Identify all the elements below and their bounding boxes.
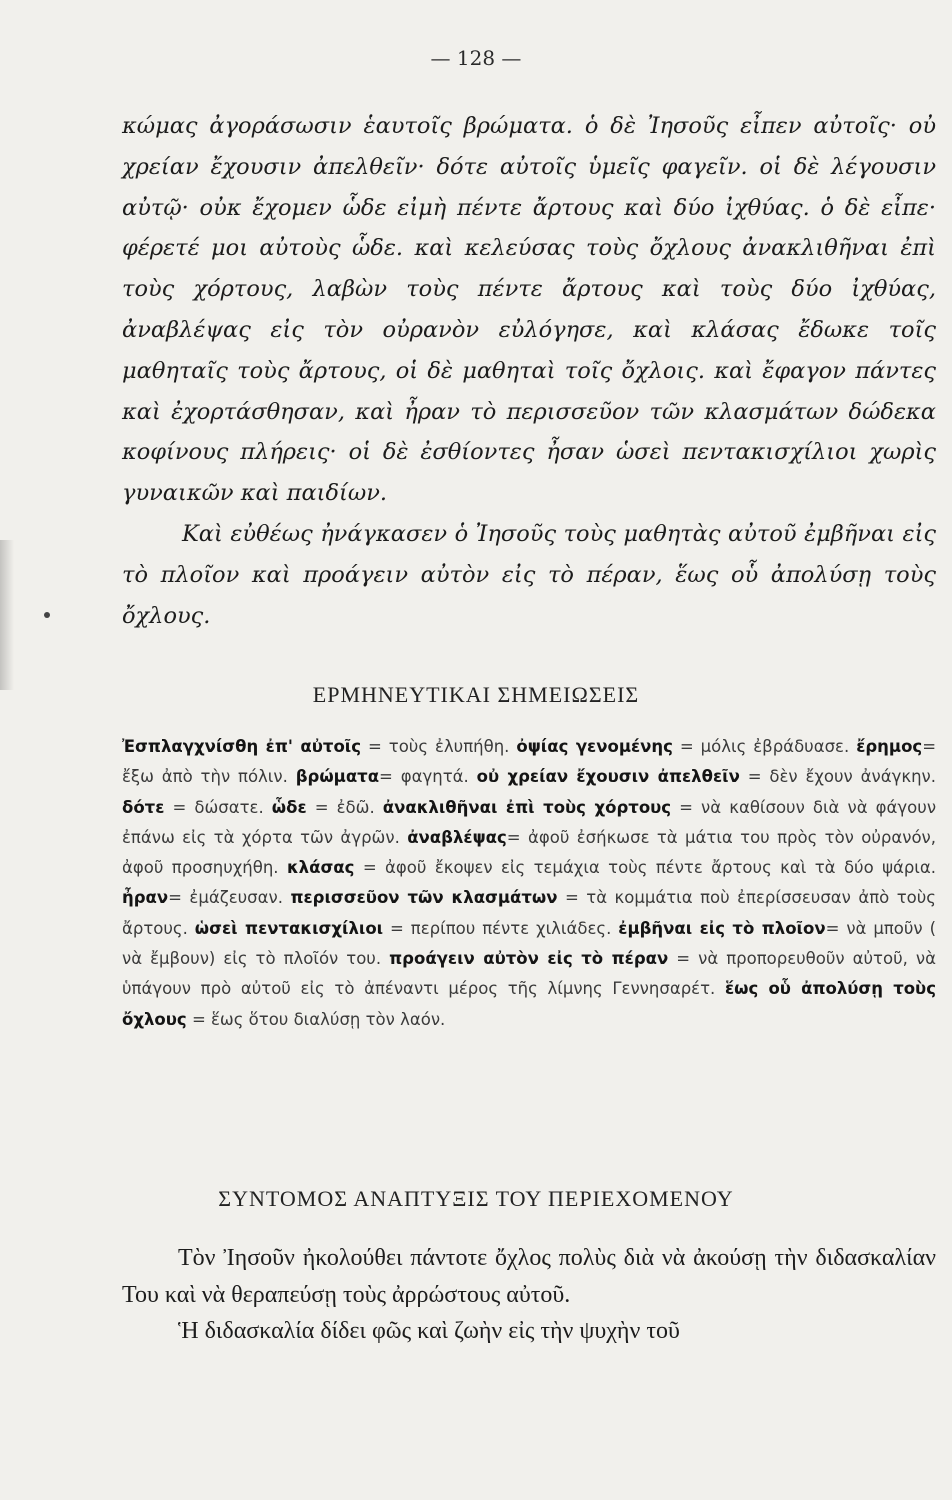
note-gloss: = μόλις ἐβράδυασε.	[679, 737, 850, 756]
scripture-paragraph: Καὶ εὐθέως ἠνάγκασεν ὁ Ἰησοῦς τοὺς μαθητὰς αὐτοῦ ἐμβῆναι εἰς τὸ πλοῖον καὶ προάγειν αὐτὸν εἰς τὸ πέραν, ἕως οὗ ἀπολύσῃ τοὺς ὄχλους.	[122, 520, 936, 629]
note-gloss: = ἔξω ἀπὸ τὴν πόλιν.	[122, 737, 937, 787]
scripture-text	[122, 106, 936, 636]
note-term: ὀψίας γενομένης	[516, 737, 673, 756]
note-term: οὐ χρείαν ἔχουσιν ἀπελθεῖν	[476, 767, 740, 787]
note-term: κλάσας	[286, 858, 355, 878]
page-edge-shadow	[0, 540, 14, 690]
note-term: ὡσεὶ πεντακισχίλιοι	[194, 918, 384, 938]
content-summary	[122, 1240, 936, 1350]
margin-dot-mark	[44, 612, 50, 618]
note-term: ὧδε	[271, 797, 307, 817]
page-number: — 128 —	[430, 46, 522, 70]
note-gloss: = φαγητά.	[379, 767, 469, 787]
note-gloss: = ἀφοῦ ἔκοψεν εἰς τεμάχια τοὺς πέντε ἄρτους καὶ τὰ δύο ψάρια.	[362, 858, 937, 878]
summary-heading: ΣΥΝΤΟΜΟΣ ΑΝΑΠΤΥΞΙΣ ΤΟΥ ΠΕΡΙΕΧΟΜΕΝΟΥ	[218, 1186, 734, 1211]
note-gloss: = περίπου πέντε χιλιάδες.	[390, 918, 612, 938]
summary-paragraph: Τὸν Ἰησοῦν ἠκολούθει πάντοτε ὄχλος πολὺς διὰ νὰ ἀκούσῃ τὴν διδασκαλίαν Του καὶ νὰ θεραπεύσῃ τοὺς ἀρρώστους αὐτοῦ.	[122, 1245, 936, 1308]
notes-paragraph	[122, 732, 936, 1035]
interpretive-notes	[122, 732, 936, 1035]
note-term: δότε	[122, 797, 165, 817]
note-gloss: = τοὺς ἐλυπήθη.	[367, 737, 510, 756]
note-term: ἀναβλέψας	[407, 827, 507, 847]
note-term: προάγειν αὐτὸν εἰς τὸ πέραν	[389, 949, 669, 969]
note-gloss: = ἐδῶ.	[314, 797, 375, 817]
note-term: ἕως οὗ ἀπολύσῃ τοὺς ὄχλους	[122, 979, 936, 1029]
note-term: περισσεῦον τῶν κλασμάτων	[290, 888, 558, 908]
note-gloss: = ἀφοῦ ἐσήκωσε τὰ μάτια του πρὸς τὸν οὐρανόν, ἀφοῦ προσηυχήθη.	[122, 827, 937, 878]
notes-heading: ΕΡΜΗΝΕΥΤΙΚΑΙ ΣΗΜΕΙΩΣΕΙΣ	[312, 682, 640, 707]
note-gloss: = νὰ καθίσουν διὰ νὰ φάγουν ἐπάνω εἰς τὰ χόρτα τῶν ἀγρῶν.	[122, 797, 937, 847]
note-gloss: = δὲν ἔχουν ἀνάγκην.	[747, 767, 936, 787]
note-term: ἦραν	[122, 888, 169, 908]
note-term: Ἐσπλαγχνίσθη ἐπ' αὐτοῖς	[122, 737, 361, 756]
note-gloss: = δώσατε.	[172, 797, 264, 817]
scripture-paragraph: κώμας ἀγοράσωσιν ἑαυτοῖς βρώματα. ὁ δὲ Ἰησοῦς εἶπεν αὐτοῖς· οὐ χρείαν ἔχουσιν ἀπελθεῖν· δότε αὐτοῖς ὑμεῖς φαγεῖν. οἱ δὲ λέγουσιν αὐτῷ· οὐκ ἔχομεν ὧδε εἰμὴ πέντε ἄρτους καὶ δύο ἰχθύας. ὁ δὲ εἶπε· φέρετέ μοι αὐτοὺς ὧδε. καὶ κελεύσας τοὺς ὄχλους ἀνακλιθῆναι ἐπὶ τοὺς χόρτους, λαβὼν τοὺς πέντε ἄρτους καὶ τοὺς δύο ἰχθύας, ἀναβλέψας εἰς τὸν οὐρανὸν εὐλόγησε, καὶ κλάσας ἔδωκε τοῖς μαθηταῖς τοὺς ἄρτους, οἱ δὲ μαθηταὶ τοῖς ὄχλοις. καὶ ἔφαγον πάντες καὶ ἐχορτάσθησαν, καὶ ἦραν τὸ περισσεῦον τῶν κλασμάτων δώδεκα κοφίνους πλήρεις· οἱ δὲ ἐσθίοντες ἦσαν ὡσεὶ πεντακισχίλιοι χωρὶς γυναικῶν καὶ παιδίων.	[122, 113, 936, 507]
note-term: βρώματα	[295, 767, 380, 787]
note-term: ἔρημος	[856, 737, 923, 756]
note-gloss: = ἕως ὅτου διαλύσῃ τὸν λαόν.	[191, 1009, 446, 1029]
note-gloss: = ἐμάζευσαν.	[168, 888, 283, 908]
note-term: ἀνακλιθῆναι ἐπὶ τοὺς χόρτους	[382, 797, 672, 817]
note-gloss: = νὰ προπορευθοῦν αὐτοῦ, νὰ ὑπάγουν πρὸ αὐτοῦ εἰς τὸ ἀπέναντι μέρος τῆς λίμνης Γεννησαρέτ.	[122, 949, 936, 999]
note-gloss: = τὰ κομμάτια ποὺ ἐπερίσσευσαν ἀπὸ τοὺς ἄρτους.	[122, 888, 936, 938]
note-term: ἐμβῆναι εἰς τὸ πλοῖον	[618, 918, 826, 938]
note-gloss: = νὰ μποῦν ( νὰ ἔμβουν) εἰς τὸ πλοῖόν του.	[122, 918, 937, 969]
summary-paragraph: Ἡ διδασκαλία δίδει φῶς καὶ ζωὴν εἰς τὴν ψυχὴν τοῦ	[178, 1318, 680, 1344]
